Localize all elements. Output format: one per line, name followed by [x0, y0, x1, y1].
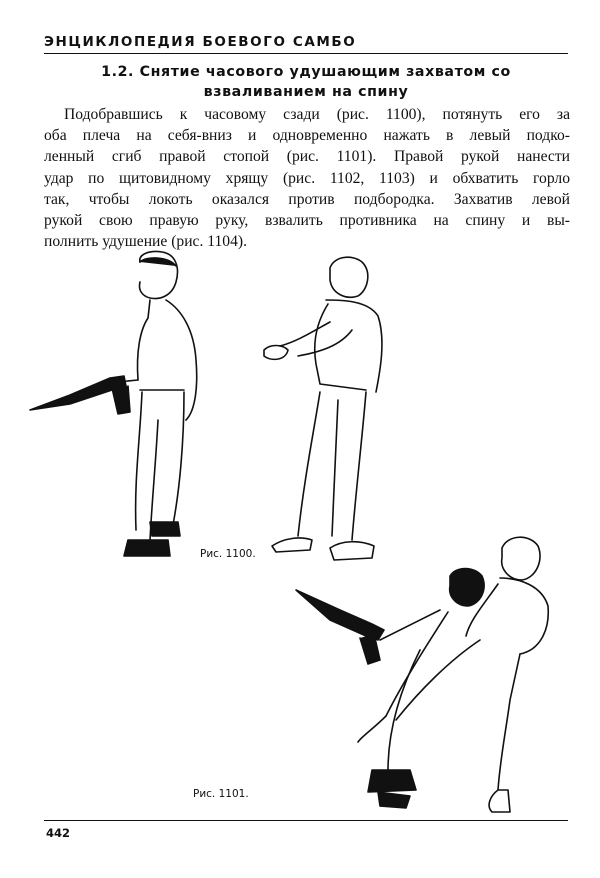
paragraph-line: так, чтобы локоть оказался против подбородка. Захватив левой [44, 190, 570, 208]
figure-1101-sentry [296, 569, 484, 809]
header-rule [44, 53, 568, 54]
section-title [44, 62, 568, 102]
page-number: 442 [46, 826, 71, 840]
paragraph-line: рукой свою правую руку, взвалить противника на спину и вы- [44, 212, 570, 230]
figure-1100-sentry [30, 251, 197, 556]
paragraph-line: оба плеча на себя-вниз и одновременно нажать в левый подко- [44, 127, 570, 145]
figure-caption-1100: Рис. 1100. [200, 548, 256, 560]
section-title-line-1: 1.2. Снятие часового удушающим захватом со [101, 64, 511, 80]
figure-1100-attacker [264, 257, 382, 560]
section-title-line-2: взваливанием на спину [203, 84, 409, 100]
figure-1101-attacker [396, 537, 548, 812]
footer-rule [44, 820, 568, 821]
body-paragraph [44, 104, 570, 252]
running-head: ЭНЦИКЛОПЕДИЯ БОЕВОГО САМБО [44, 34, 357, 50]
paragraph-line: ленный сгиб правой стопой (рис. 1101). Правой рукой нанести [44, 148, 570, 166]
figure-caption-1101: Рис. 1101. [193, 788, 249, 800]
paragraph-line: полнить удушение (рис. 1104). [44, 233, 247, 251]
paragraph-line: Подобравшись к часовому сзади (рис. 1100), потянуть его за [64, 106, 570, 123]
paragraph-line: удар по щитовидному хрящу (рис. 1102, 1103) и обхватить горло [44, 169, 570, 187]
